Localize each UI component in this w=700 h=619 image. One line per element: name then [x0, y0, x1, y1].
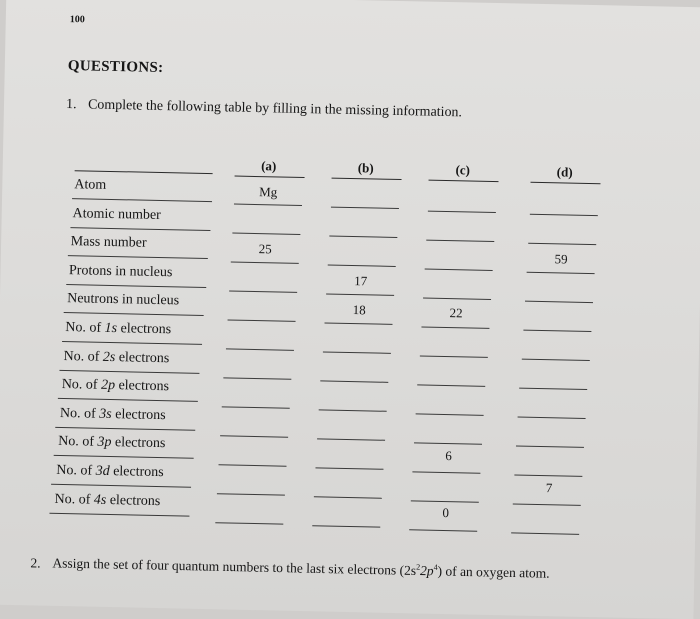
question-2-text-after: ) of an oxygen atom. — [437, 563, 550, 581]
cell-r7-c2 — [422, 390, 482, 391]
cell-rule-r0-c2 — [428, 210, 496, 212]
cell-r10-c1 — [320, 473, 380, 474]
cell-rule-r10-c1 — [314, 497, 382, 499]
row-label-rule-4 — [64, 312, 204, 316]
cell-rule-r4-c2 — [421, 326, 489, 328]
cell-rule-r10-c0 — [217, 493, 285, 495]
question-2-sup-2: 4 — [433, 562, 438, 572]
row-label-5: No. of 1s electrons — [65, 320, 172, 338]
cell-rule-r9-c1 — [316, 468, 384, 470]
cell-rule-r6-c1 — [321, 381, 389, 383]
cell-r8-c3 — [522, 422, 582, 423]
cell-rule-r11-c1 — [312, 526, 380, 528]
column-header-1: (b) — [357, 160, 374, 176]
cell-rule-r4-c1 — [324, 323, 392, 325]
question-2-sup-1: 2 — [416, 562, 421, 572]
cell-r1-c2 — [431, 219, 491, 220]
row-label-7: No. of 2p electrons — [61, 377, 170, 395]
cell-r8-c2 — [420, 419, 480, 420]
cell-r0-c1 — [335, 187, 395, 188]
cell-rule-r5-c0 — [225, 348, 293, 350]
cell-rule-r6-c3 — [520, 388, 588, 390]
cell-r9-c2: 6 — [445, 447, 453, 463]
cell-rule-r5-c3 — [521, 359, 589, 361]
cell-rule-r3-c2 — [423, 297, 491, 299]
cell-r3-c0 — [234, 269, 294, 270]
cell-r1-c0 — [237, 212, 297, 213]
cell-r6-c3 — [525, 365, 585, 366]
cell-r5-c2 — [425, 333, 485, 334]
cell-rule-r11-c3 — [511, 533, 579, 535]
cell-rule-r9-c2 — [413, 471, 481, 473]
row-label-rule-10 — [51, 484, 191, 488]
row-label-2: Mass number — [70, 234, 147, 251]
section-title: QUESTIONS: — [67, 58, 164, 77]
row-label-rule-0 — [72, 198, 212, 202]
cell-rule-r5-c1 — [322, 352, 390, 354]
cell-r2-c3: 59 — [554, 251, 568, 267]
cell-rule-r7-c3 — [518, 417, 586, 419]
cell-rule-r11-c0 — [215, 522, 283, 524]
cell-r1-c1 — [334, 215, 394, 216]
cell-r2-c0: 25 — [258, 241, 272, 257]
row-label-rule-9 — [53, 455, 193, 459]
cell-r11-c2: 0 — [442, 504, 450, 521]
column-header-0: (a) — [261, 158, 277, 174]
cell-r1-c3 — [533, 222, 593, 223]
cell-rule-r6-c0 — [224, 377, 292, 379]
cell-r10-c2 — [417, 476, 477, 477]
cell-rule-r9-c0 — [219, 464, 287, 466]
row-label-rule-2 — [68, 255, 208, 259]
question-2-text-before: Assign the set of four quantum numbers to the last six electrons (2s — [52, 555, 417, 578]
cell-r5-c3 — [527, 336, 587, 337]
column-header-3: (d) — [556, 164, 573, 180]
question-1-text: Complete the following table by filling in the missing information. — [87, 97, 463, 121]
cell-r11-c1 — [319, 501, 379, 502]
cell-rule-r7-c1 — [319, 410, 387, 412]
cell-rule-r6-c2 — [418, 384, 486, 386]
cell-r5-c0 — [231, 327, 291, 328]
cell-r10-c0 — [223, 469, 283, 470]
cell-r2-c1 — [332, 244, 392, 245]
row-label-8: No. of 3s electrons — [59, 405, 166, 423]
column-header-rule-3 — [530, 182, 600, 184]
cell-rule-r4-c0 — [227, 319, 295, 321]
cell-rule-r1-c1 — [329, 236, 397, 238]
cell-r0-c3 — [534, 193, 594, 194]
cell-r11-c0 — [222, 498, 282, 499]
cell-rule-r9-c3 — [514, 475, 582, 477]
cell-r9-c0 — [225, 441, 285, 442]
row-label-9: No. of 3p electrons — [57, 434, 166, 452]
cell-rule-r10-c3 — [513, 504, 581, 506]
cell-r10-c3: 7 — [545, 479, 553, 495]
question-2-number: 2. — [30, 554, 41, 571]
row-label-rule-3 — [66, 284, 206, 288]
column-header-2: (c) — [455, 162, 471, 178]
cell-rule-r7-c0 — [222, 406, 290, 408]
cell-r8-c1 — [323, 415, 383, 416]
row-label-6: No. of 2s electrons — [63, 348, 170, 366]
column-header-rule-1 — [332, 178, 402, 180]
question-2-mid: 2p — [419, 563, 434, 579]
cell-rule-r0-c3 — [530, 214, 598, 216]
cell-r6-c0 — [229, 355, 289, 356]
cell-rule-r4-c3 — [523, 330, 591, 332]
cell-r3-c2 — [428, 276, 488, 277]
row-label-rule-5 — [62, 341, 202, 345]
cell-rule-r8-c3 — [516, 446, 584, 448]
cell-rule-r2-c1 — [328, 265, 396, 267]
cell-rule-r8-c0 — [220, 435, 288, 437]
cell-r7-c3 — [524, 393, 584, 394]
row-label-1: Atomic number — [72, 205, 161, 223]
cell-r9-c1 — [322, 444, 382, 445]
cell-r4-c2: 22 — [449, 304, 463, 321]
cell-r7-c0 — [228, 384, 288, 385]
question-1 — [66, 97, 462, 121]
cell-rule-r0-c0 — [234, 204, 302, 206]
cell-rule-r1-c0 — [232, 233, 300, 235]
cell-r3-c3 — [530, 279, 590, 280]
cell-rule-r8-c2 — [414, 442, 482, 444]
cell-rule-r2-c3 — [526, 272, 594, 274]
cell-rule-r3-c1 — [326, 294, 394, 296]
question-2 — [30, 550, 630, 583]
cell-rule-r3-c3 — [525, 301, 593, 303]
page-number: 100 — [69, 14, 85, 26]
cell-r11-c3 — [518, 508, 578, 509]
row-label-10: No. of 3d electrons — [56, 462, 164, 481]
row-label-4: Neutrons in nucleus — [66, 291, 180, 309]
row-label-0: Atom — [74, 177, 107, 193]
cell-r2-c2 — [429, 247, 489, 248]
cell-r4-c1: 18 — [352, 301, 366, 317]
cell-rule-r11-c2 — [409, 529, 477, 531]
cell-rule-r1-c2 — [426, 239, 494, 241]
cell-rule-r8-c1 — [317, 439, 385, 441]
row-label-rule-7 — [57, 398, 197, 402]
cell-r5-c1 — [328, 330, 388, 331]
cell-rule-r5-c2 — [419, 355, 487, 357]
row-label-11: No. of 4s electrons — [54, 491, 161, 509]
column-header-rule-2 — [429, 180, 499, 182]
label-header-rule — [75, 170, 213, 174]
row-label-rule-11 — [49, 512, 189, 516]
cell-r4-c3 — [528, 308, 588, 309]
cell-r7-c1 — [325, 387, 385, 388]
cell-r6-c1 — [326, 358, 386, 359]
cell-rule-r7-c2 — [416, 413, 484, 415]
cell-rule-r10-c2 — [411, 500, 479, 502]
column-header-rule-0 — [235, 176, 305, 178]
cell-r8-c0 — [226, 412, 286, 413]
cell-r0-c0: Mg — [259, 184, 278, 200]
cell-rule-r0-c1 — [331, 207, 399, 209]
cell-rule-r3-c0 — [229, 290, 297, 292]
cell-rule-r2-c2 — [424, 268, 492, 270]
cell-r9-c3 — [521, 451, 581, 452]
cell-r3-c1: 17 — [354, 273, 368, 289]
row-label-rule-6 — [59, 370, 199, 374]
cell-rule-r1-c3 — [528, 243, 596, 245]
row-label-rule-1 — [70, 227, 210, 231]
cell-rule-r2-c0 — [231, 261, 299, 263]
cell-r0-c2 — [432, 190, 492, 191]
row-label-rule-8 — [55, 427, 195, 431]
question-1-number: 1. — [65, 97, 77, 113]
cell-r4-c0 — [232, 298, 292, 299]
row-label-3: Protons in nucleus — [68, 262, 173, 281]
cell-r6-c2 — [423, 362, 483, 363]
